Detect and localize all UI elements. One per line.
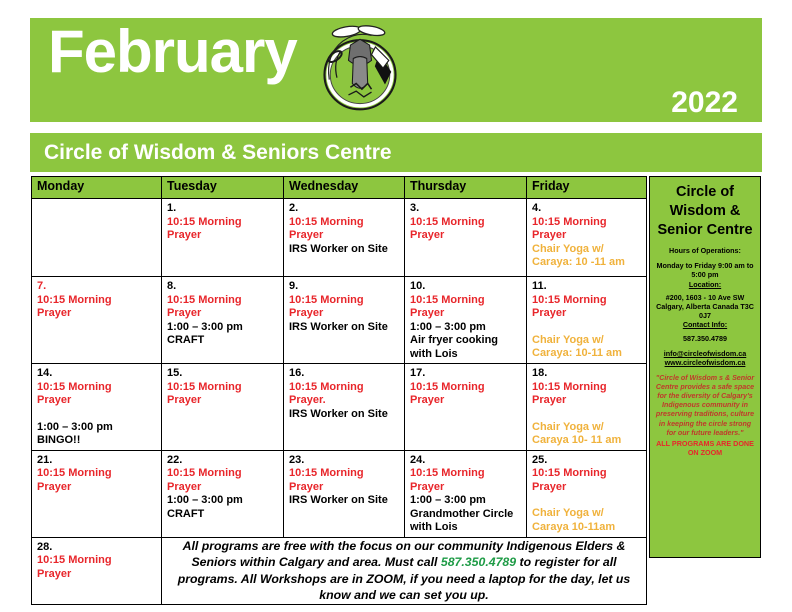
event-line: 10:15 Morning xyxy=(410,215,485,228)
event-line: 10:15 Morning xyxy=(167,467,242,479)
line-spacer xyxy=(532,321,642,334)
calendar-day-cell[interactable] xyxy=(405,450,527,537)
event-line: 10:15 Morning xyxy=(289,380,364,393)
event-line: Prayer. xyxy=(289,394,326,406)
event-line: Prayer xyxy=(532,307,567,319)
program-note-phone[interactable]: 587.350.4789 xyxy=(440,555,517,569)
contact-label: Contact Info: xyxy=(682,320,728,330)
event-line: Prayer xyxy=(410,307,445,319)
event-line: Prayer xyxy=(37,307,72,319)
day-number: 22. xyxy=(167,453,183,466)
calendar-day-cell[interactable] xyxy=(162,364,284,451)
event-line: 10:15 Morning xyxy=(532,380,607,393)
event-line: 10:15 Morning xyxy=(532,215,607,228)
location-label: Location: xyxy=(688,279,722,289)
calendar-day-cell[interactable] xyxy=(32,537,162,604)
event-line: 10:15 Morning xyxy=(37,293,112,306)
header-banner xyxy=(30,18,762,122)
calendar-week-row xyxy=(32,277,647,364)
event-line: CRAFT xyxy=(167,507,205,520)
calendar-day-cell[interactable] xyxy=(405,364,527,451)
calendar-day-cell[interactable] xyxy=(32,450,162,537)
line-spacer xyxy=(532,408,642,421)
day-number: 4. xyxy=(532,202,542,214)
day-number: 10. xyxy=(410,280,426,292)
address-line-2: Calgary, Alberta Canada T3C 0J7 xyxy=(656,302,754,321)
day-number: 18. xyxy=(532,367,548,379)
weekday-header-tuesday: Tuesday xyxy=(162,177,284,199)
event-line: Caraya: 10-11 am xyxy=(532,347,622,359)
calendar-day-cell[interactable] xyxy=(32,364,162,451)
hours-value: Monday to Friday 9:00 am to 5:00 pm xyxy=(656,261,754,280)
calendar-day-cell[interactable] xyxy=(405,277,527,364)
day-number: 28. xyxy=(37,540,53,553)
event-line: Prayer xyxy=(410,480,445,493)
event-line: Prayer xyxy=(37,567,72,580)
day-number: 7. xyxy=(37,280,47,292)
event-line: Prayer xyxy=(289,307,324,319)
calendar-day-cell[interactable] xyxy=(162,450,284,537)
event-line: Prayer xyxy=(410,229,445,241)
program-note xyxy=(162,537,647,604)
event-line: 1:00 – 3:00 pm xyxy=(167,320,243,333)
weekday-header-wednesday: Wednesday xyxy=(284,177,405,199)
year-label: 2022 xyxy=(671,86,738,119)
address-line-1: #200, 1603 - 10 Ave SW xyxy=(665,292,745,302)
day-number: 8. xyxy=(167,280,177,292)
event-line: Prayer xyxy=(532,480,567,493)
calendar-header-row xyxy=(32,177,647,199)
event-line: IRS Worker on Site xyxy=(289,320,388,333)
calendar-day-cell[interactable] xyxy=(284,364,405,451)
event-line: Prayer xyxy=(532,394,567,406)
event-line: Prayer xyxy=(289,229,324,241)
calendar-week-row-last xyxy=(32,537,647,604)
calendar-day-cell[interactable] xyxy=(527,450,647,537)
event-line: 1:00 – 3:00 pm xyxy=(410,320,486,333)
calendar-table xyxy=(31,176,647,605)
day-number: 16. xyxy=(289,367,305,379)
event-line: Chair Yoga w/ xyxy=(532,507,604,519)
day-number: 17. xyxy=(410,367,426,379)
event-line: Prayer xyxy=(289,480,324,493)
calendar-day-cell[interactable] xyxy=(527,199,647,277)
event-line: Prayer xyxy=(167,229,202,241)
day-number: 14. xyxy=(37,367,53,379)
event-line: Caraya: 10 -11 am xyxy=(532,256,625,268)
event-line: Chair Yoga w/ xyxy=(532,420,604,433)
program-note-text-part-1: All programs are free with the focus on our community Indigenous Elders & Seniors within Calgary and area. Must call xyxy=(182,538,626,569)
centre-title: Circle of Wisdom & Seniors Centre xyxy=(44,140,392,164)
day-number: 2. xyxy=(289,202,299,214)
calendar-day-cell[interactable] xyxy=(527,364,647,451)
sidebar-phone: 587.350.4789 xyxy=(683,333,727,343)
event-line: 10:15 Morning xyxy=(289,293,364,306)
website-link[interactable]: www.circleofwisdom.ca xyxy=(664,358,746,368)
event-line: Prayer xyxy=(532,229,567,241)
event-line: 10:15 Morning xyxy=(37,554,112,566)
event-line: IRS Worker on Site xyxy=(289,242,388,255)
weekday-header-friday: Friday xyxy=(527,177,647,199)
program-note-text-part-2: to register for all programs. All Workshops are in ZOOM, if you need a laptop for the day, let us know and we can set you up. xyxy=(177,555,631,602)
event-line: Prayer xyxy=(410,394,445,406)
event-line: IRS Worker on Site xyxy=(289,407,388,420)
event-line: Prayer xyxy=(167,394,202,406)
event-line: 10:15 Morning xyxy=(37,467,112,479)
day-number: 15. xyxy=(167,367,183,379)
line-spacer xyxy=(532,494,642,507)
zoom-notice: ALL PROGRAMS ARE DONE ON ZOOM xyxy=(656,439,754,458)
event-line: 10:15 Morning xyxy=(167,380,242,393)
event-line: 10:15 Morning xyxy=(167,215,242,228)
event-line: BINGO!! xyxy=(37,434,81,446)
event-line: Prayer xyxy=(167,307,202,319)
calendar-week-row xyxy=(32,199,647,277)
weekday-header-monday: Monday xyxy=(32,177,162,199)
event-line: Chair Yoga w/ xyxy=(532,242,604,255)
calendar-day-cell[interactable] xyxy=(284,277,405,364)
calendar-day-cell[interactable] xyxy=(284,450,405,537)
day-number: 1. xyxy=(167,202,177,214)
event-line: Prayer xyxy=(37,394,72,406)
day-number: 11. xyxy=(532,280,547,292)
day-number: 21. xyxy=(37,453,53,466)
sidebar-centre-name: Circle of Wisdom & Senior Centre xyxy=(657,184,753,238)
event-line: Chair Yoga w/ xyxy=(532,333,604,346)
calendar-day-cell[interactable] xyxy=(527,277,647,364)
event-line: Prayer xyxy=(167,480,202,493)
calendar-day-cell[interactable] xyxy=(162,199,284,277)
event-line: 10:15 Morning xyxy=(410,293,485,306)
page-title: February xyxy=(48,18,297,85)
event-line: CRAFT xyxy=(167,334,205,346)
calendar-day-cell-empty[interactable] xyxy=(32,199,162,277)
event-line: IRS Worker on Site xyxy=(289,494,388,506)
calendar-week-row xyxy=(32,364,647,451)
event-line: 1:00 – 3:00 pm xyxy=(410,494,486,506)
event-line: 10:15 Morning xyxy=(532,467,607,479)
event-line: 10:15 Morning xyxy=(289,215,364,228)
event-line: Grandmother Circle xyxy=(410,507,514,520)
event-line: Prayer xyxy=(37,480,72,493)
centre-title-bar xyxy=(30,133,762,172)
event-line: Air fryer cooking xyxy=(410,334,499,346)
day-number: 25. xyxy=(532,453,548,466)
event-line: 10:15 Morning xyxy=(289,467,364,479)
event-line: 10:15 Morning xyxy=(37,380,112,393)
email-link[interactable]: info@circleofwisdom.ca xyxy=(663,348,747,358)
weekday-header-thursday: Thursday xyxy=(405,177,527,199)
event-line: Caraya 10-11am xyxy=(532,520,616,533)
day-number: 23. xyxy=(289,453,305,466)
day-number: 3. xyxy=(410,202,420,214)
indigenous-eagle-feather-circle-logo-icon xyxy=(312,22,408,118)
event-line: 1:00 – 3:00 pm xyxy=(37,420,113,433)
calendar-week-row xyxy=(32,450,647,537)
event-line: with Lois xyxy=(410,347,458,360)
event-line: with Lois xyxy=(410,521,458,533)
info-sidebar xyxy=(649,176,761,558)
event-line: 1:00 – 3:00 pm xyxy=(167,494,243,506)
calendar-day-cell[interactable] xyxy=(162,277,284,364)
day-number: 24. xyxy=(410,453,426,466)
event-line: 10:15 Morning xyxy=(532,293,607,306)
event-line: 10:15 Morning xyxy=(410,380,485,393)
event-line: 10:15 Morning xyxy=(410,467,485,479)
event-line: Caraya 10- 11 am xyxy=(532,434,622,446)
hours-label: Hours of Operations: xyxy=(669,246,741,255)
line-spacer xyxy=(37,408,157,421)
calendar-day-cell[interactable] xyxy=(405,199,527,277)
event-line: 10:15 Morning xyxy=(167,293,242,306)
calendar-day-cell[interactable] xyxy=(32,277,162,364)
day-number: 9. xyxy=(289,280,299,292)
mission-quote: "Circle of Wisdom s & Senior Centre provides a safe space for the diversity of Calgary's Indigenous community in preserving traditions, culture in keeping the circle strong for our future leaders." xyxy=(655,373,755,437)
calendar-day-cell[interactable] xyxy=(284,199,405,277)
